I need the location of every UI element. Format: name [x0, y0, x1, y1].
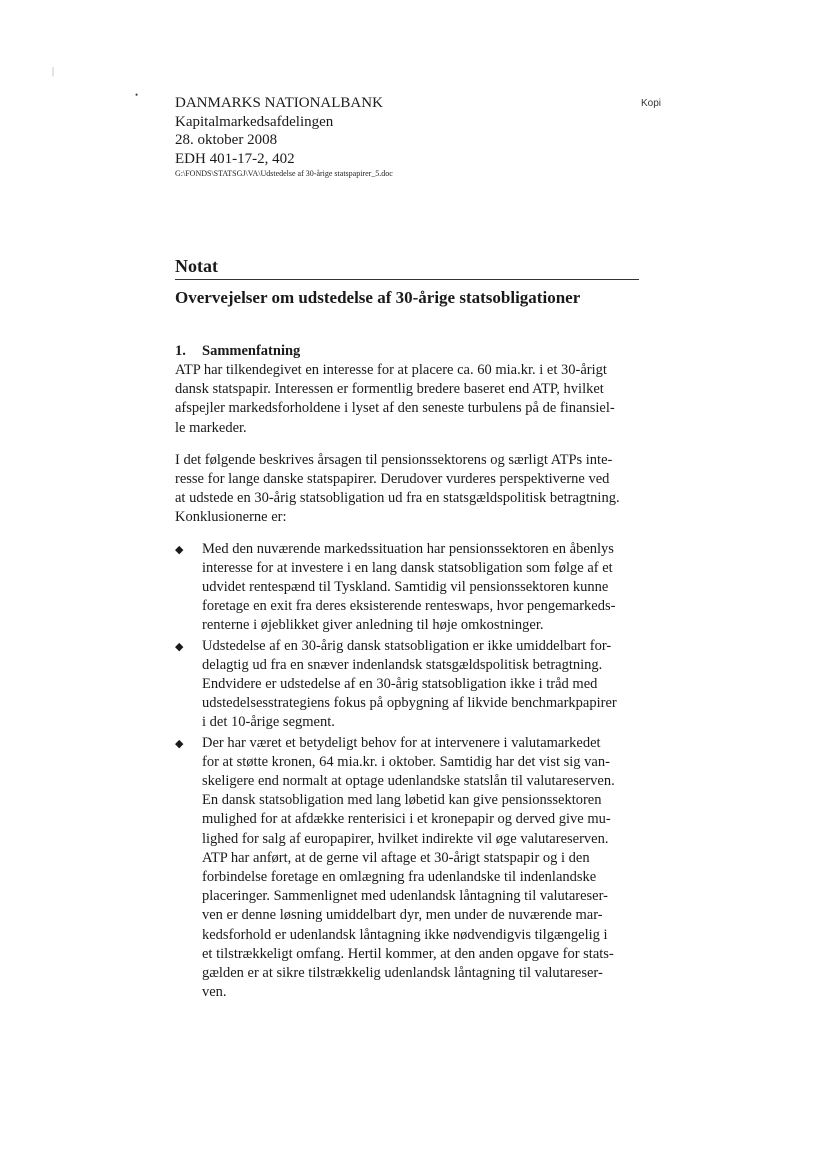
- summary-section: [175, 342, 640, 1004]
- title-divider: [175, 279, 639, 280]
- institution-name: DANMARKS NATIONALBANK: [175, 95, 383, 111]
- list-item: ◆ Med den nuværende markedssituation har pensionssektoren en åbenlys interesse for at investere i en lang dansk statsobligation som følge af et udvidet rentespænd til Tyskland. Samtidig vil pensionssektoren kunne foretage en exit fra deres eksisterende renteswaps, hvor pengemarkeds- renterne i øjeblikket giver anledning til høje omkostninger.: [175, 540, 616, 634]
- summary-paragraph-2: I det følgende beskrives årsagen til pensionssektorens og særligt ATPs inte- resse for lange danske statspapirer. Derudover vurderes perspektiverne ved at udstede en 30-årig statsobligation ud fra en statsgældspolitisk betragtning. Konklusionerne er:: [175, 451, 620, 526]
- section-number: 1.: [175, 343, 186, 359]
- copy-stamp: Kopi: [641, 98, 662, 109]
- reference-number: EDH 401-17-2, 402: [175, 150, 295, 167]
- document-subject: Overvejelser om udstedelse af 30-årige statsobligationer: [175, 288, 581, 307]
- section-title: Sammenfatning: [202, 343, 301, 359]
- summary-paragraph-1: ATP har tilkendegivet en interesse for at placere ca. 60 mia.kr. i et 30-årigt dansk statspapir. Interessen er formentlig bredere baseret end ATP, hvilket afspejler markedsforholdene i lyset af den seneste turbulens på de finansiel- le markeder.: [175, 362, 615, 436]
- section-heading: [175, 342, 640, 361]
- scan-mark: |: [52, 66, 55, 77]
- diamond-bullet-icon: ◆: [175, 640, 184, 653]
- letterhead: [175, 94, 635, 180]
- diamond-bullet-icon: ◆: [175, 737, 184, 750]
- file-path: G:\FONDS\STATSGJ\VA\Udstedelse af 30-årige statspapirer_5.doc: [175, 169, 393, 178]
- document-date: 28. oktober 2008: [175, 132, 278, 148]
- list-item: ◆ Der har været et betydeligt behov for at intervenere i valutamarkedet for at støtte kronen, 64 mia.kr. i oktober. Samtidig har det vist sig van- skeligere end normalt at optage udenlandske statslån til valutareserven. En dansk statsobligation med lang løbetid kan give pensionssektoren mulighed for at afdække renterisici i et kronepapir og derved give mu- lighed for salg af europapirer, hvilket indirekte vil øge valutareserven. ATP har anført, at de gerne vil aftage et 30-årigt statspapir og i den forbindelse foretage en omlægning fra udenlandske til indenlandske placeringer. Sammenlignet med udenlandsk låntagning til valutareser- ven er denne løsning umiddelbart dyr, men under de nuværende mar- kedsforhold er udenlandsk låntagning ikke nødvendigvis tilgængelig i et tilstrækkeligt omfang. Hertil kommer, at den anden opgave for stats- gælden er at sikre tilstrækkelig udenlandsk låntagning til valutareser- ven.: [175, 734, 615, 1001]
- department-name: Kapitalmarkedsafdelingen: [175, 113, 334, 130]
- scan-dot: •: [135, 90, 139, 100]
- diamond-bullet-icon: ◆: [175, 543, 184, 556]
- document-type: Notat: [175, 256, 218, 276]
- list-item: ◆ Udstedelse af en 30-årig dansk statsobligation er ikke umiddelbart for- delagtig ud fra en snæver indenlandsk statsgældspolitisk betragtning. Endvidere er udstedelse af en 30-årig statsobligation ikke i tråd med udstedelsesstrategiens fokus på opbygning af likvide benchmarkpapirer i det 10-årige segment.: [175, 637, 617, 731]
- conclusions-list: [175, 540, 640, 1003]
